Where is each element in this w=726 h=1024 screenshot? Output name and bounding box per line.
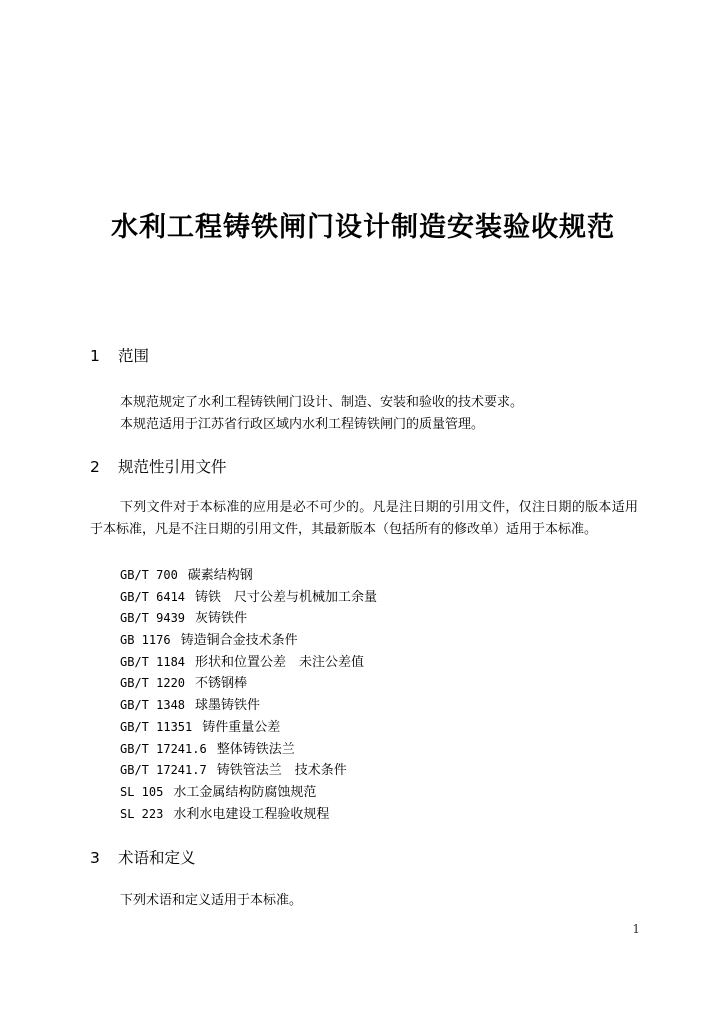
reference-item [120,565,377,587]
reference-name: 形状和位置公差 未注公差值 [195,654,365,670]
reference-code: SL 105 [120,784,164,799]
reference-name: 球墨铸铁件 [195,698,261,714]
reference-code: GB/T 700 [120,568,178,582]
reference-name: 水利水电建设工程验收规程 [173,806,330,822]
section-heading-normative [90,455,227,479]
reference-code: GB/T 17241.7 [120,763,207,778]
reference-list [120,565,377,825]
reference-name: 水工金属结构防腐蚀规范 [173,784,317,800]
section-number: 2 [90,458,100,476]
reference-code: GB/T 11351 [120,719,193,734]
reference-name: 铸造铜合金技术条件 [180,633,298,649]
document-title: 水利工程铸铁闸门设计制造安装验收规范 [111,212,615,243]
section-title: 规范性引用文件 [118,458,227,476]
reference-item [120,782,377,804]
reference-name: 灰铸铁件 [195,611,248,627]
reference-name: 铸铁 尺寸公差与机械加工余量 [195,589,378,605]
reference-code: GB/T 1348 [120,698,186,713]
page-number: 1 [632,922,640,936]
section-heading-scope [90,344,149,368]
reference-code: SL 223 [120,806,164,821]
reference-code: GB/T 9439 [120,611,186,626]
reference-item [120,673,377,695]
scope-line-1: 本规范规定了水利工程铸铁闸门设计、制造、安装和验收的技术要求。 [120,395,524,410]
scope-line-2: 本规范适用于江苏省行政区域内水利工程铸铁闸门的质量管理。 [120,417,485,432]
reference-item [120,652,377,674]
reference-item [120,717,377,739]
reference-name: 碳素结构钢 [187,568,253,583]
reference-code: GB 1176 [120,633,171,648]
reference-name: 铸件重量公差 [202,719,281,735]
reference-item [120,608,377,630]
section-heading-terms [90,846,196,870]
section-number: 1 [90,347,100,365]
reference-code: GB/T 6414 [120,589,186,604]
reference-item [120,739,377,761]
reference-item [120,587,377,609]
reference-code: GB/T 1220 [120,676,186,691]
reference-item [120,804,377,826]
normative-intro-paragraph: 下列文件对于本标准的应用是必不可少的。凡是注日期的引用文件，仅注日期的版本适用于本标准，凡是不注日期的引用文件，其最新版本（包括所有的修改单）适用于本标准。 [90,500,638,537]
terms-intro: 下列术语和定义适用于本标准。 [120,893,303,908]
reference-name: 不锈钢棒 [195,676,248,692]
reference-code: GB/T 17241.6 [120,741,207,756]
section-number: 3 [90,849,100,867]
section-title: 术语和定义 [118,849,196,867]
reference-item [120,760,377,782]
reference-item [120,695,377,717]
section-title: 范围 [118,347,150,365]
reference-name: 整体铸铁法兰 [216,741,295,757]
reference-name: 铸铁管法兰 技术条件 [216,763,347,779]
reference-code: GB/T 1184 [120,654,186,669]
reference-item [120,630,377,652]
